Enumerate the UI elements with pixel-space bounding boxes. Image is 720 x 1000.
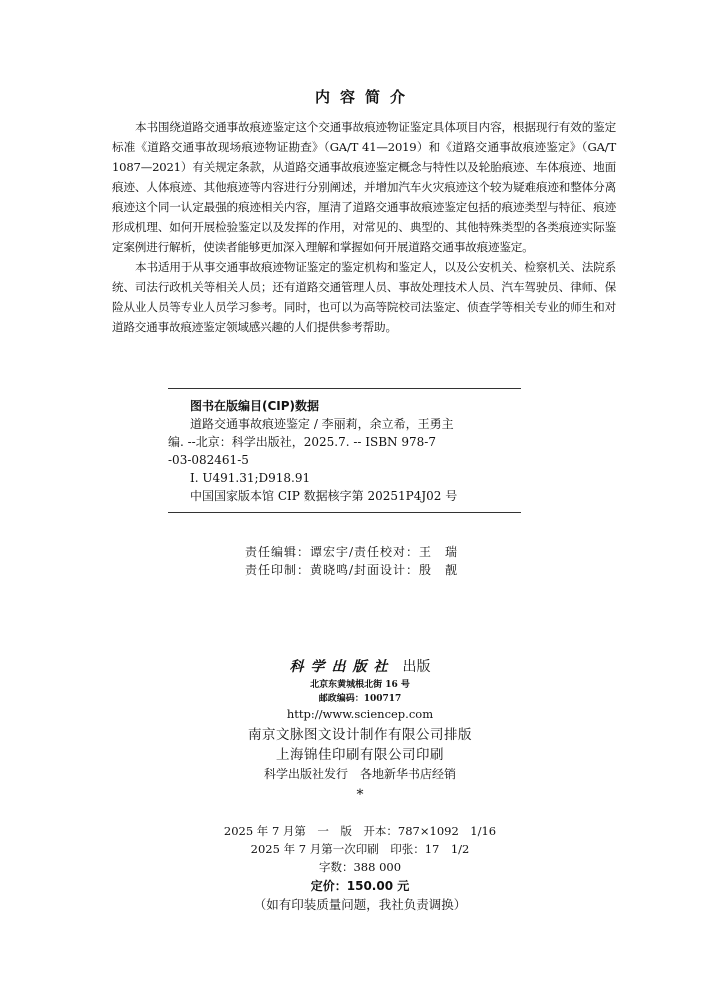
summary-paragraph-1: 本书围绕道路交通事故痕迹鉴定这个交通事故痕迹物证鉴定具体项目内容，根据现行有效的鉴定标准《道路交通事故现场痕迹物证勘查》（GA/T 41—2019）和《道路交通事故痕迹鉴定》（GA/T 1087—2021）有关规定条款，从道路交通事故痕迹鉴定概念与特性以及轮胎痕迹、车体痕迹、地面痕迹、人体痕迹、其他痕迹等内容进行分别阐述，并增加汽车火灾痕迹这个较为疑难痕迹和整体分离痕迹这个同一认定最强的痕迹相关内容，厘清了道路交通事故痕迹鉴定包括的痕迹类型与特征、痕迹形成机理、如何开展检验鉴定以及发挥的作用，对常见的、典型的、其他特殊类型的各类痕迹实际鉴定案例进行解析，使读者能够更加深入理解和掌握如何开展道路交通事故痕迹鉴定。: [112, 120, 616, 254]
cip-publication-line: 编. --北京：科学出版社，2025.7. -- ISBN 978-7: [168, 435, 436, 449]
printing-line: 2025 年 7 月第一次印刷 印张：17 1/2: [250, 842, 470, 856]
cip-data-block: [168, 388, 521, 513]
cip-record-number: 中国国家版本馆 CIP 数据核字第 20251P4J02 号: [190, 489, 458, 503]
edition-line: 2025 年 7 月第 一 版 开本：787×1092 1/16: [223, 824, 497, 838]
quality-note: （如有印装质量问题，我社负责调换）: [253, 897, 467, 912]
publisher-address: 北京东黄城根北街 16 号: [310, 680, 410, 690]
publish-word: 出版: [402, 659, 431, 675]
editors-credits: [245, 543, 458, 579]
publisher-heading: [0, 658, 720, 674]
publisher-logo: 科学出版社: [289, 659, 395, 675]
publisher-url: http://www.sciencep.com: [286, 707, 434, 721]
printer-line: 上海锦佳印刷有限公司印刷: [276, 747, 444, 763]
cip-classification: Ⅰ. U491.31;D918.91: [190, 471, 311, 485]
edition-specs: [0, 822, 720, 914]
summary-paragraph-2: 本书适用于从事交通事故痕迹物证鉴定的鉴定机构和鉴定人，以及公安机关、检察机关、法院系统、司法行政机关等相关人员；还有道路交通管理人员、事故处理技术人员、汽车驾驶员、律师、保险从业人员等专业人员学习参考。同时，也可以为高等院校司法鉴定、侦查学等相关专业的师生和对道路交通事故痕迹鉴定领域感兴趣的人们提供参考帮助。: [112, 260, 616, 334]
cip-title-line: 道路交通事故痕迹鉴定 / 李丽莉，余立希，王勇主: [190, 417, 454, 431]
cip-isbn-continuation: -03-082461-5: [168, 453, 249, 467]
editor-proofreader-line: 责任编辑：谭宏宇/责任校对：王 瑞: [245, 545, 459, 559]
word-count: 字数：388 000: [318, 860, 402, 874]
summary-body: [112, 117, 616, 337]
price-label: 定价：150.00 元: [310, 879, 410, 893]
publisher-postcode: 邮政编码：100717: [318, 694, 402, 704]
cip-heading: 图书在版编目(CIP)数据: [190, 399, 320, 413]
publisher-block: [0, 658, 720, 802]
cip-body: [168, 415, 521, 505]
print-cover-designer-line: 责任印制：黄晓鸣/封面设计：殷 靓: [245, 563, 459, 577]
typesetter-line: 南京文脉图文设计制作有限公司排版: [248, 726, 472, 743]
separator-star: *: [356, 786, 364, 803]
distribution-line: 科学出版社发行 各地新华书店经销: [263, 766, 456, 781]
summary-title: 内容简介: [314, 88, 415, 106]
